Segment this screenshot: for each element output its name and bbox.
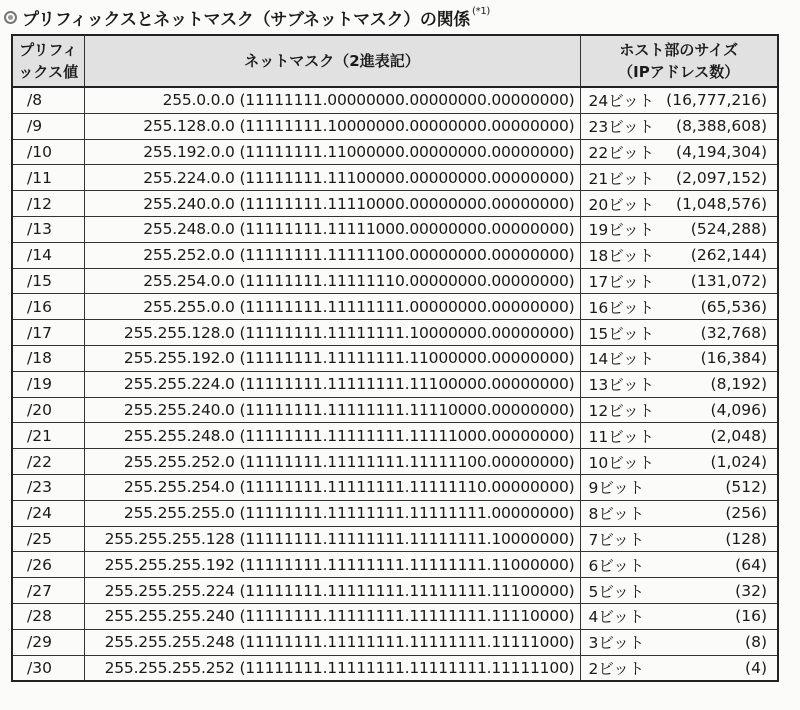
host-bits: 14ビット bbox=[588, 350, 655, 369]
host-bits: 19ビット bbox=[588, 221, 655, 240]
host-bits: 6ビット bbox=[588, 556, 645, 575]
address-count: (256) bbox=[725, 504, 767, 523]
netmask-cell: 255.255.255.224 (11111111.11111111.11111111.11100000) bbox=[84, 578, 580, 604]
table-row bbox=[12, 526, 778, 552]
netmask-cell: 255.248.0.0 (11111111.11111000.00000000.00000000) bbox=[84, 216, 580, 242]
address-count: (4,194,304) bbox=[676, 142, 767, 161]
prefix-cell: /10 bbox=[12, 139, 84, 165]
prefix-cell: /28 bbox=[12, 603, 84, 629]
header-netmask: ネットマスク（2進表記） bbox=[84, 35, 580, 87]
netmask-cell: 255.128.0.0 (11111111.10000000.00000000.00000000) bbox=[84, 113, 580, 139]
host-size-cell bbox=[580, 242, 778, 268]
host-bits: 24ビット bbox=[588, 92, 655, 111]
header-prefix-line1: プリフィ bbox=[19, 41, 78, 59]
netmask-cell: 255.255.128.0 (11111111.11111111.10000000.00000000) bbox=[84, 320, 580, 346]
netmask-cell: 255.255.252.0 (11111111.11111111.11111100.00000000) bbox=[84, 449, 580, 475]
table-row bbox=[12, 500, 778, 526]
netmask-cell: 255.192.0.0 (11111111.11000000.00000000.00000000) bbox=[84, 139, 580, 165]
header-host-size bbox=[580, 35, 778, 87]
netmask-cell: 255.254.0.0 (11111111.11111110.00000000.00000000) bbox=[84, 268, 580, 294]
address-count: (16) bbox=[735, 607, 767, 626]
address-count: (8,388,608) bbox=[676, 117, 767, 136]
netmask-cell: 255.255.255.248 (11111111.11111111.11111111.11111000) bbox=[84, 629, 580, 655]
prefix-cell: /20 bbox=[12, 397, 84, 423]
host-size-cell bbox=[580, 371, 778, 397]
host-bits: 20ビット bbox=[588, 195, 655, 214]
netmask-cell: 255.224.0.0 (11111111.11100000.00000000.00000000) bbox=[84, 165, 580, 191]
host-bits: 11ビット bbox=[588, 427, 655, 446]
title-text: プリフィックスとネットマスク（サブネットマスク）の関係 bbox=[22, 9, 471, 30]
table-row bbox=[12, 423, 778, 449]
header-prefix bbox=[12, 35, 84, 87]
host-size-cell bbox=[580, 87, 778, 113]
prefix-cell: /26 bbox=[12, 552, 84, 578]
header-host-line2: （IPアドレス数） bbox=[618, 63, 740, 81]
table-row bbox=[12, 655, 778, 681]
host-size-cell bbox=[580, 500, 778, 526]
table-row bbox=[12, 165, 778, 191]
host-size-cell bbox=[580, 139, 778, 165]
host-bits: 13ビット bbox=[588, 376, 655, 395]
prefix-cell: /8 bbox=[12, 87, 84, 113]
prefix-cell: /30 bbox=[12, 655, 84, 681]
netmask-cell: 255.252.0.0 (11111111.11111100.00000000.00000000) bbox=[84, 242, 580, 268]
page-title bbox=[4, 2, 490, 32]
address-count: (64) bbox=[735, 555, 767, 574]
host-bits: 10ビット bbox=[588, 453, 655, 472]
host-bits: 22ビット bbox=[588, 143, 655, 162]
title-footnote: (*1) bbox=[472, 5, 490, 17]
netmask-cell: 255.255.255.252 (11111111.11111111.11111111.11111100) bbox=[84, 655, 580, 681]
table-row bbox=[12, 113, 778, 139]
address-count: (4) bbox=[745, 658, 767, 677]
netmask-cell: 255.255.192.0 (11111111.11111111.11000000.00000000) bbox=[84, 345, 580, 371]
address-count: (8,192) bbox=[710, 375, 767, 394]
host-size-cell bbox=[580, 345, 778, 371]
host-bits: 9ビット bbox=[588, 479, 645, 498]
netmask-cell: 255.255.255.128 (11111111.11111111.11111111.10000000) bbox=[84, 526, 580, 552]
prefix-cell: /12 bbox=[12, 191, 84, 217]
address-count: (1,048,576) bbox=[676, 194, 767, 213]
table-row bbox=[12, 216, 778, 242]
host-bits: 17ビット bbox=[588, 272, 655, 291]
prefix-cell: /14 bbox=[12, 242, 84, 268]
host-size-cell bbox=[580, 526, 778, 552]
host-size-cell bbox=[580, 552, 778, 578]
address-count: (128) bbox=[725, 529, 767, 548]
prefix-cell: /19 bbox=[12, 371, 84, 397]
host-bits: 7ビット bbox=[588, 530, 645, 549]
prefix-cell: /22 bbox=[12, 449, 84, 475]
host-size-cell bbox=[580, 216, 778, 242]
table-row bbox=[12, 397, 778, 423]
netmask-cell: 255.255.224.0 (11111111.11111111.11100000.00000000) bbox=[84, 371, 580, 397]
netmask-cell: 255.255.255.240 (11111111.11111111.11111111.11110000) bbox=[84, 603, 580, 629]
host-size-cell bbox=[580, 449, 778, 475]
host-bits: 2ビット bbox=[588, 659, 645, 678]
host-size-cell bbox=[580, 165, 778, 191]
host-bits: 16ビット bbox=[588, 298, 655, 317]
table-row bbox=[12, 268, 778, 294]
table-row bbox=[12, 552, 778, 578]
prefix-cell: /21 bbox=[12, 423, 84, 449]
table-row bbox=[12, 603, 778, 629]
table-row bbox=[12, 139, 778, 165]
host-size-cell bbox=[580, 397, 778, 423]
host-size-cell bbox=[580, 320, 778, 346]
host-size-cell bbox=[580, 423, 778, 449]
host-size-cell bbox=[580, 578, 778, 604]
host-bits: 8ビット bbox=[588, 505, 645, 524]
prefix-cell: /18 bbox=[12, 345, 84, 371]
host-size-cell bbox=[580, 474, 778, 500]
table-row bbox=[12, 578, 778, 604]
address-count: (512) bbox=[725, 478, 767, 497]
table-row bbox=[12, 87, 778, 113]
netmask-cell: 255.255.255.0 (11111111.11111111.11111111.00000000) bbox=[84, 500, 580, 526]
address-count: (32) bbox=[735, 581, 767, 600]
address-count: (65,536) bbox=[700, 297, 767, 316]
table-row bbox=[12, 242, 778, 268]
prefix-cell: /25 bbox=[12, 526, 84, 552]
host-size-cell bbox=[580, 603, 778, 629]
prefix-cell: /13 bbox=[12, 216, 84, 242]
address-count: (16,384) bbox=[700, 349, 767, 368]
host-bits: 21ビット bbox=[588, 169, 655, 188]
host-bits: 5ビット bbox=[588, 582, 645, 601]
address-count: (32,768) bbox=[700, 323, 767, 342]
netmask-cell: 255.255.248.0 (11111111.11111111.11111000.00000000) bbox=[84, 423, 580, 449]
address-count: (4,096) bbox=[710, 400, 767, 419]
host-bits: 23ビット bbox=[588, 118, 655, 137]
address-count: (262,144) bbox=[690, 246, 767, 265]
prefix-cell: /16 bbox=[12, 294, 84, 320]
table-row bbox=[12, 191, 778, 217]
table-row bbox=[12, 629, 778, 655]
prefix-cell: /9 bbox=[12, 113, 84, 139]
table-row bbox=[12, 371, 778, 397]
address-count: (2,048) bbox=[710, 426, 767, 445]
host-bits: 12ビット bbox=[588, 401, 655, 420]
netmask-cell: 255.240.0.0 (11111111.11110000.00000000.00000000) bbox=[84, 191, 580, 217]
address-count: (131,072) bbox=[690, 271, 767, 290]
address-count: (1,024) bbox=[710, 452, 767, 471]
host-size-cell bbox=[580, 294, 778, 320]
host-size-cell bbox=[580, 191, 778, 217]
table-row bbox=[12, 449, 778, 475]
host-size-cell bbox=[580, 629, 778, 655]
netmask-cell: 255.255.254.0 (11111111.11111111.11111110.00000000) bbox=[84, 474, 580, 500]
address-count: (8) bbox=[745, 633, 767, 652]
header-host-line1: ホスト部のサイズ bbox=[619, 41, 739, 59]
host-size-cell bbox=[580, 268, 778, 294]
host-bits: 18ビット bbox=[588, 247, 655, 266]
prefix-cell: /23 bbox=[12, 474, 84, 500]
header-row bbox=[12, 35, 778, 87]
netmask-cell: 255.255.255.192 (11111111.11111111.11111111.11000000) bbox=[84, 552, 580, 578]
prefix-cell: /24 bbox=[12, 500, 84, 526]
address-count: (524,288) bbox=[690, 220, 767, 239]
netmask-cell: 255.0.0.0 (11111111.00000000.00000000.00000000) bbox=[84, 87, 580, 113]
prefix-cell: /29 bbox=[12, 629, 84, 655]
prefix-cell: /17 bbox=[12, 320, 84, 346]
netmask-cell: 255.255.0.0 (11111111.11111111.00000000.00000000) bbox=[84, 294, 580, 320]
table-row bbox=[12, 345, 778, 371]
prefix-cell: /27 bbox=[12, 578, 84, 604]
address-count: (16,777,216) bbox=[666, 91, 767, 110]
table-row bbox=[12, 474, 778, 500]
host-bits: 15ビット bbox=[588, 324, 655, 343]
prefix-netmask-table bbox=[11, 34, 779, 682]
header-prefix-line2: ックス値 bbox=[18, 63, 79, 81]
prefix-cell: /11 bbox=[12, 165, 84, 191]
host-bits: 3ビット bbox=[588, 634, 645, 653]
host-size-cell bbox=[580, 113, 778, 139]
prefix-cell: /15 bbox=[12, 268, 84, 294]
table-body bbox=[12, 87, 778, 681]
address-count: (2,097,152) bbox=[676, 168, 767, 187]
bullet-circle-icon bbox=[4, 11, 17, 24]
host-bits: 4ビット bbox=[588, 608, 645, 627]
table-row bbox=[12, 320, 778, 346]
netmask-cell: 255.255.240.0 (11111111.11111111.11110000.00000000) bbox=[84, 397, 580, 423]
table-row bbox=[12, 294, 778, 320]
host-size-cell bbox=[580, 655, 778, 681]
